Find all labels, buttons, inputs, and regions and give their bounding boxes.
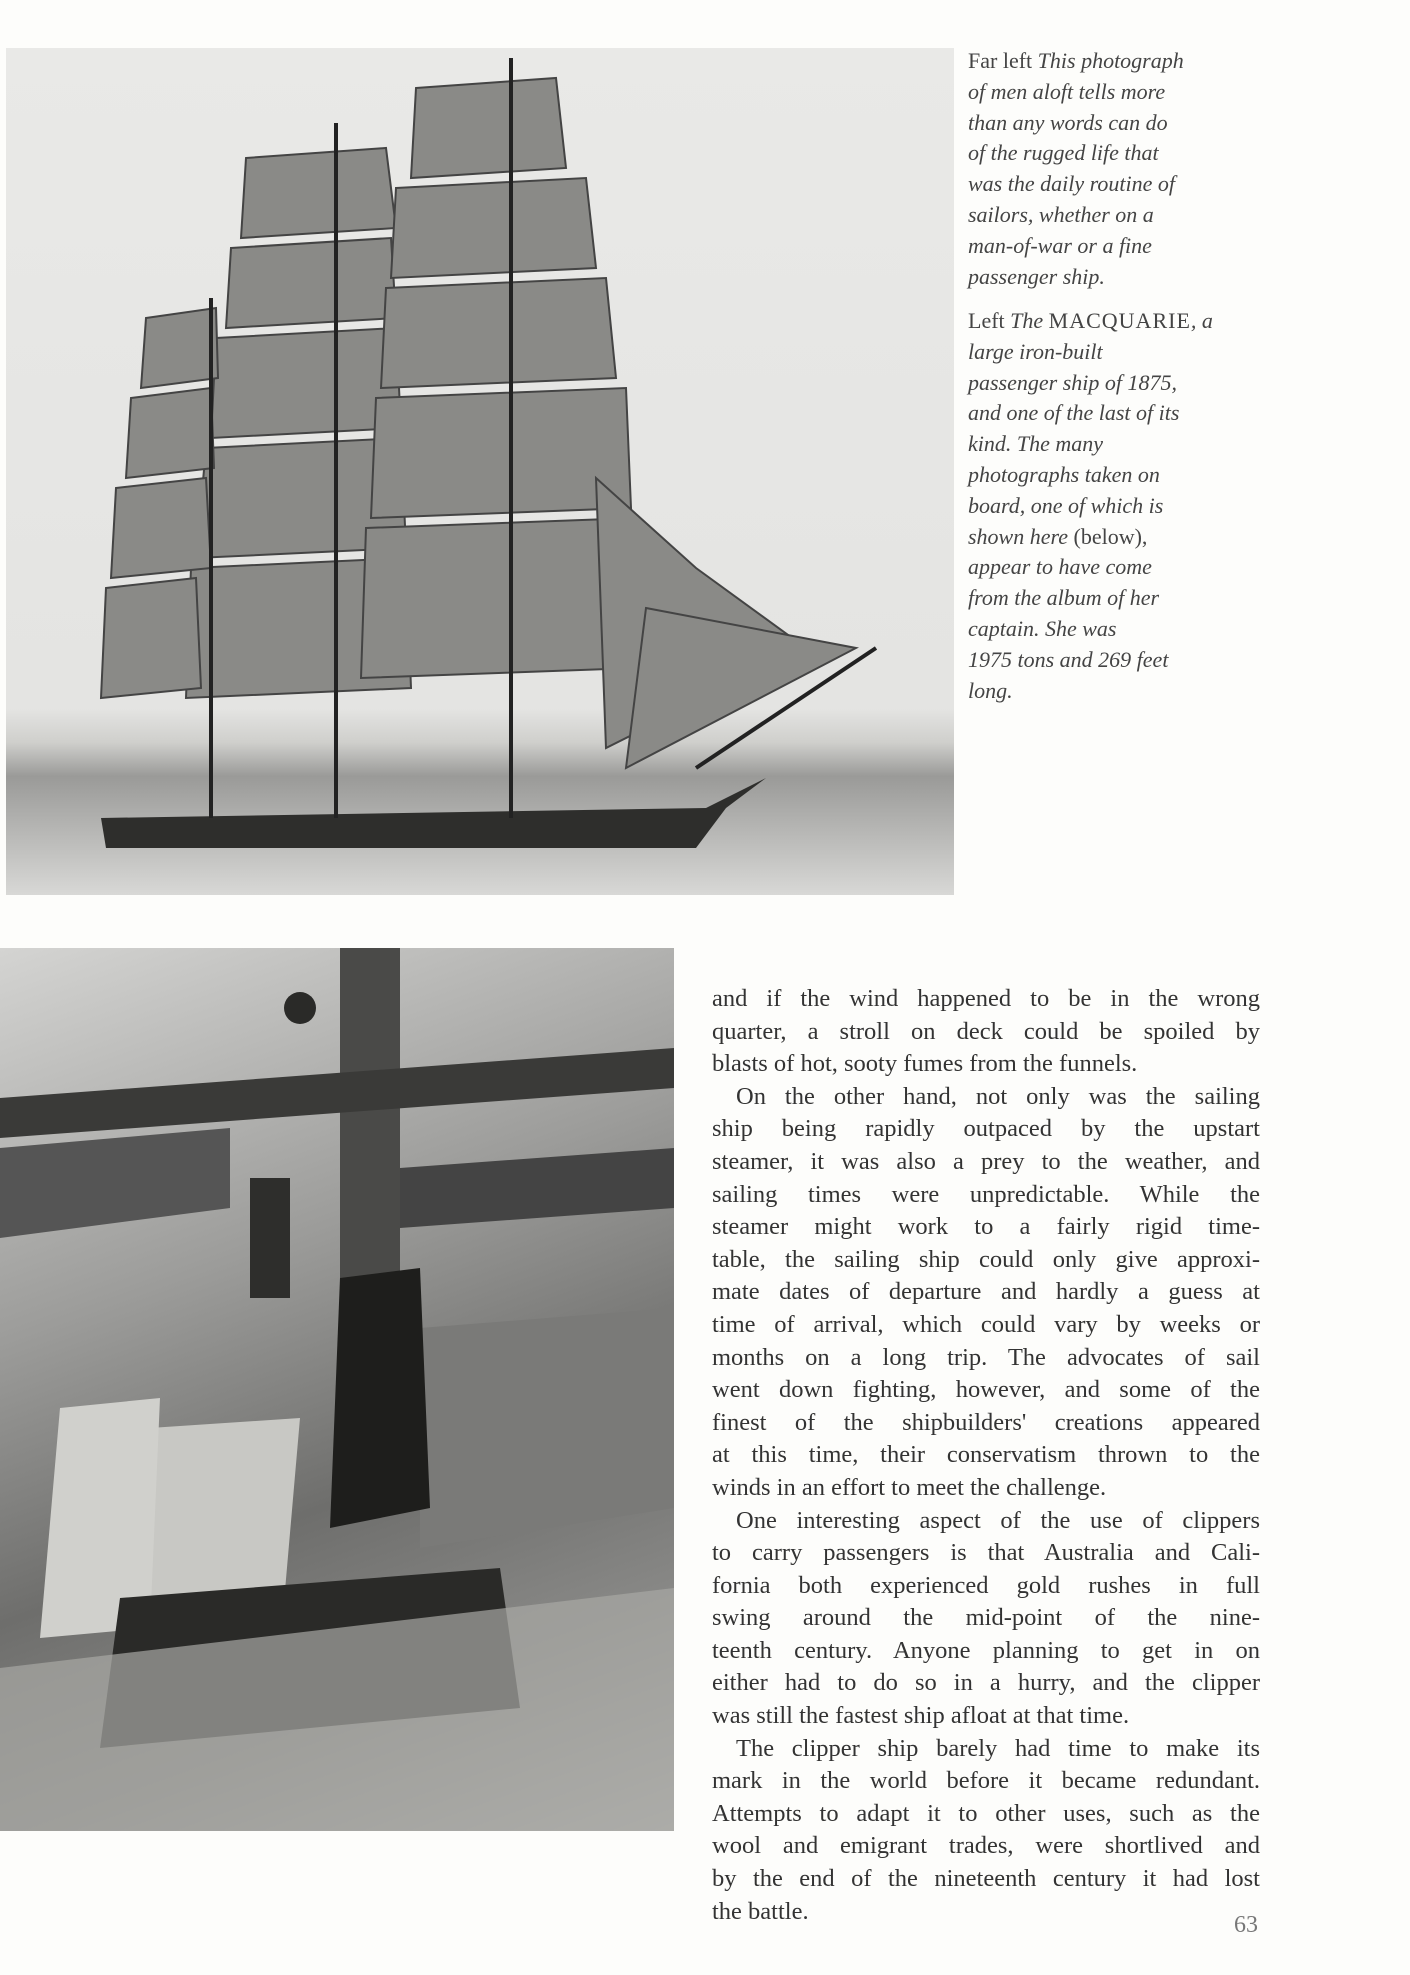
caption-text: This photograph: [1037, 48, 1184, 73]
caption-line: from the album of her: [968, 585, 1160, 611]
body-line: by the end of the nineteenth century it had lost: [712, 1865, 1260, 1893]
caption-line: [968, 522, 1268, 553]
caption-line: was the daily routine of: [968, 171, 1175, 197]
caption-line: captain. She was: [968, 615, 1117, 641]
body-line: table, the sailing ship could only give approxi-: [712, 1245, 1260, 1273]
caption-text: , a: [1190, 308, 1213, 333]
photo-passengers-on-deck: [0, 948, 674, 1831]
caption-line: and one of the last of its: [968, 400, 1180, 426]
caption-line: appear to have come: [968, 554, 1152, 580]
body-line: fornia both experienced gold rushes in full: [712, 1571, 1260, 1599]
body-text: [712, 983, 1260, 1928]
body-line: One interesting aspect of the use of clippers: [736, 1506, 1260, 1534]
caption-line: photographs taken on: [968, 461, 1160, 487]
body-line: blasts of hot, sooty fumes from the funnels.: [712, 1050, 1138, 1078]
photo-macquarie-ship: [6, 48, 954, 895]
body-line: The clipper ship barely had time to make its: [736, 1734, 1260, 1762]
caption-text: (below),: [1073, 523, 1148, 549]
body-line: winds in an effort to meet the challenge.: [712, 1473, 1107, 1501]
body-line: at this time, their conservatism thrown to the: [712, 1441, 1260, 1469]
caption-line: board, one of which is: [968, 492, 1164, 518]
body-line: steamer might work to a fairly rigid time-: [712, 1213, 1260, 1241]
caption-line: of the rugged life that: [968, 140, 1159, 166]
caption-line: man-of-war or a fine: [968, 232, 1152, 258]
caption-line: passenger ship.: [968, 263, 1105, 289]
body-line: mate dates of departure and hardly a guess at: [712, 1278, 1260, 1306]
body-line: went down fighting, however, and some of the: [712, 1376, 1260, 1404]
body-line: sailing times were unpredictable. While the: [712, 1180, 1260, 1208]
body-line: either had to do so in a hurry, and the clipper: [712, 1669, 1260, 1697]
body-line: mark in the world before it became redundant.: [712, 1767, 1260, 1795]
body-line: ship being rapidly outpaced by the upstart: [712, 1115, 1260, 1143]
body-line: time of arrival, which could vary by weeks or: [712, 1310, 1260, 1338]
page-number: 63: [1234, 1912, 1258, 1938]
caption-text: The: [1010, 308, 1044, 333]
deck-illustration: [0, 948, 674, 1831]
body-line: was still the fastest ship afloat at that time.: [712, 1702, 1130, 1730]
body-line: the battle.: [712, 1897, 809, 1925]
body-line: quarter, a stroll on deck could be spoiled by: [712, 1017, 1260, 1045]
caption-text: shown here: [968, 523, 1069, 549]
body-line: months on a long trip. The advocates of sail: [712, 1343, 1260, 1371]
body-line: swing around the mid-point of the nine-: [712, 1604, 1260, 1632]
caption-line: [968, 306, 1268, 337]
body-line: finest of the shipbuilders' creations appeared: [712, 1408, 1260, 1436]
body-line: steamer, it was also a prey to the weather, and: [712, 1147, 1260, 1175]
caption-line: sailors, whether on a: [968, 201, 1154, 227]
caption-line: 1975 tons and 269 feet: [968, 646, 1169, 672]
caption-lead: Left: [968, 308, 1005, 333]
caption-left: [968, 306, 1268, 706]
body-line: On the other hand, not only was the sailing: [736, 1082, 1260, 1110]
caption-far-left: [968, 46, 1268, 292]
caption-line: kind. The many: [968, 431, 1104, 457]
body-line: to carry passengers is that Australia and Cali-: [712, 1539, 1260, 1567]
body-line: teenth century. Anyone planning to get in on: [712, 1636, 1260, 1664]
caption-line: large iron-built: [968, 338, 1103, 364]
caption-line: long.: [968, 677, 1013, 703]
caption-line: [968, 46, 1268, 77]
body-line: wool and emigrant trades, were shortlived and: [712, 1832, 1260, 1860]
body-line: Attempts to adapt it to other uses, such as the: [712, 1799, 1260, 1827]
caption-line: than any words can do: [968, 109, 1168, 135]
caption-lead: Far left: [968, 48, 1033, 73]
ship-name: MACQUARIE: [1048, 308, 1191, 333]
ship-illustration: [6, 48, 954, 895]
body-line: and if the wind happened to be in the wrong: [712, 985, 1260, 1012]
caption-line: of men aloft tells more: [968, 78, 1166, 104]
caption-line: passenger ship of 1875,: [968, 369, 1177, 395]
